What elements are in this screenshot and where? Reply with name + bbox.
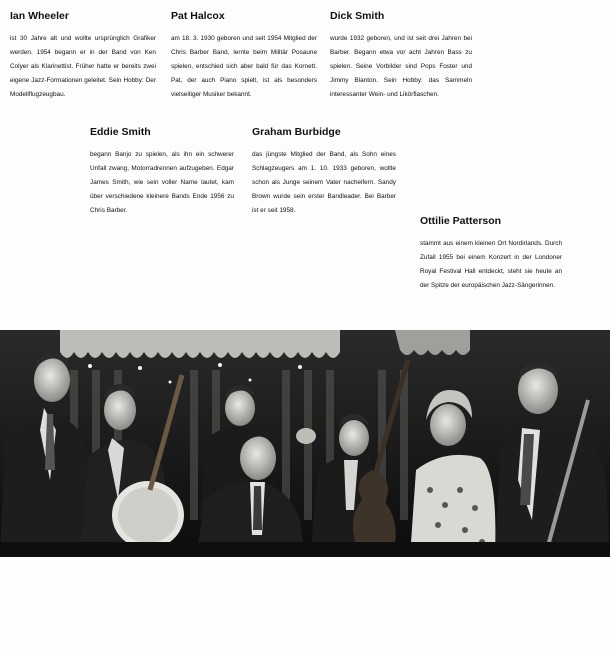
bio-text: das jüngste Mitglied der Band, als Sohn eines Schlagzeugers am 1. 10. 1933 geboren, wollte schon als Junge seinem Vater nacheifern. Sandy Brown wurde sein erster Bandleader. Bei Barber ist er seit 1958. [252, 151, 396, 214]
bio-text: am 18. 3. 1930 geboren und seit 1954 Mitglied der Chris Barber Band, lernte beim Militär Posaune spielen, entschied sich aber bald für das Kornett. Pat, der auch Piano spielt, ist als besonders vielseitiger Musiker bekannt. [171, 35, 317, 98]
bio-eddie-smith [90, 126, 234, 218]
bio-text: wurde 1932 geboren, und ist seit drei Jahren bei Barber. Begann etwa vor acht Jahren Bass zu spielen. Seine Vorbilder sind Pops Foster und Jimmy Blanton. Sein Hobby: das Sammeln interessanter Wein- und Likörflaschen. [330, 35, 472, 98]
bio-name: Eddie Smith [90, 126, 151, 138]
bio-name: Pat Halcox [171, 10, 225, 22]
bio-ottilie-patterson [420, 215, 562, 293]
bio-name: Ian Wheeler [10, 10, 69, 22]
bio-name: Dick Smith [330, 10, 385, 22]
band-photo [0, 330, 610, 557]
canopy [60, 330, 470, 358]
bio-text: stammt aus einem kleinen Ort Nordirlands. Durch Zufall 1955 bei einem Konzert in der Londoner Royal Festival Hall entdeckt, steht sie heute an der Spitze der europäischen Jazz-Sängerinnen. [420, 240, 562, 289]
bio-text: begann Banjo zu spielen, als ihn ein schwerer Unfall zwang, Motorradrennen aufzugeben. Edgar James Smith, wie sein voller Name lautet, kam über verschiedene kleinere Bands Ende 1956 zu Chris Barber. [90, 151, 234, 214]
bio-pat-halcox [171, 10, 317, 102]
bio-ian-wheeler [10, 10, 156, 102]
bio-graham-burbidge [252, 126, 396, 218]
bio-dick-smith [330, 10, 472, 102]
bio-name: Graham Burbidge [252, 126, 341, 138]
bio-name: Ottilie Patterson [420, 215, 502, 227]
bio-text: ist 30 Jahre alt und wollte ursprünglich Grafiker werden. 1954 begann er in der Band von Ken Colyer als Klarinettist. Früher hatte er bereits zwei eigene Jazz-Formationen geleitet. Sein Hobby: Der Modellflugzeugbau. [10, 35, 156, 98]
